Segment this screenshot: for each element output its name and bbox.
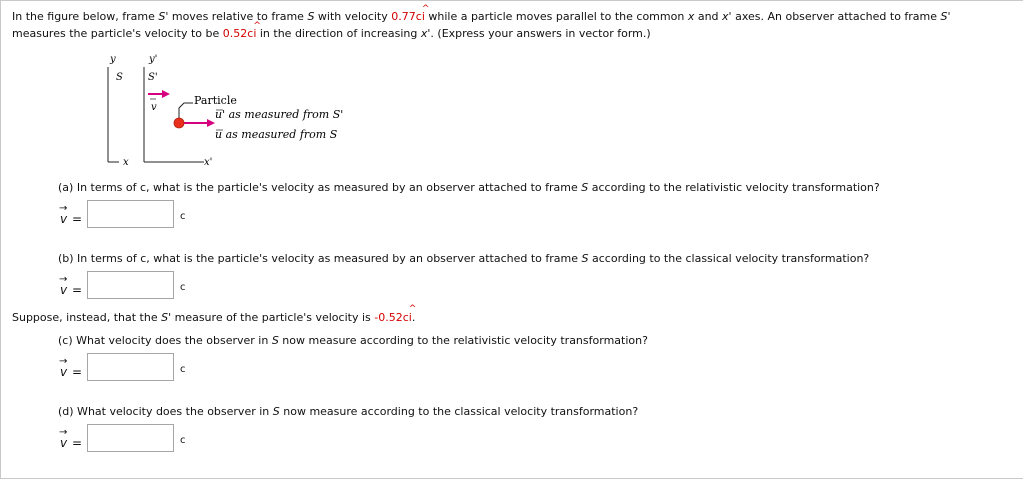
question-text: according to the classical velocity transformation? (588, 252, 870, 265)
question-c (58, 334, 648, 347)
equals-sign: = (72, 365, 83, 379)
question-text: (c) What velocity does the observer in (58, 334, 272, 347)
frame-label: S (581, 252, 589, 265)
question-a (58, 181, 880, 194)
suppose-text: measure of the particle's velocity is (171, 311, 375, 324)
figure-diagram (96, 52, 356, 172)
particle-label: Particle (194, 94, 237, 107)
frame-label: S (271, 334, 279, 347)
intro-text: In the figure below, frame (12, 10, 159, 23)
vector-symbol: v (60, 365, 68, 379)
equals-sign: = (72, 212, 83, 226)
question-b (58, 252, 869, 265)
frame-velocity-arrowhead (162, 90, 170, 98)
frame-label: S (581, 181, 589, 194)
vector-symbol: v (60, 212, 68, 226)
intro-text: . (Express your answers in vector form.) (430, 27, 651, 40)
unit-vector-i: ^ i (409, 311, 412, 324)
vector-v-label (58, 275, 84, 297)
intro-text: moves relative to frame (168, 10, 308, 23)
frame-velocity-symbol: v (151, 102, 157, 113)
unit-label: c (180, 211, 186, 222)
intro-text: while a particle moves parallel to the common (424, 10, 688, 23)
answer-input-c[interactable] (87, 353, 174, 381)
vector-v-label (58, 357, 84, 379)
intro-text: measures the particle's velocity to be (12, 27, 223, 40)
u-prime-description: u' as measured from S' (215, 108, 344, 121)
question-d (58, 405, 638, 418)
intro-text: axes. An observer attached to frame (731, 10, 941, 23)
unit-label: c (180, 364, 186, 375)
equals-sign: = (72, 283, 83, 297)
vector-arrow-icon: → (59, 356, 68, 367)
new-particle-velocity-value: -0.52c^ i (374, 311, 412, 324)
axis-x-prime-label: x' (722, 10, 732, 23)
question-text: now measure according to the classical velocity transformation? (279, 405, 639, 418)
answer-input-a[interactable] (87, 200, 174, 228)
question-text: now measure according to the relativistic velocity transformation? (278, 334, 648, 347)
particle-velocity-value: 0.52c^ i (223, 27, 257, 40)
y-prime-axis-label: y' (149, 54, 158, 65)
suppose-text: Suppose, instead, that the (12, 311, 162, 324)
vector-arrow-icon: → (59, 203, 68, 214)
x-axis-label: x (123, 157, 129, 168)
reference-frames-figure (96, 52, 356, 172)
question-text: (b) In terms of c, what is the particle's velocity as measured by an observer attached to frame (58, 252, 582, 265)
frame-s-prime: S' (940, 10, 951, 23)
answer-input-b[interactable] (87, 271, 174, 299)
suppose-statement (12, 311, 415, 324)
intro-text: in the direction of increasing (256, 27, 421, 40)
problem-statement (12, 8, 1012, 42)
frame-label: S' (161, 311, 172, 324)
particle-dot (174, 118, 184, 128)
question-text: (a) In terms of c, what is the particle's velocity as measured by an observer attached to frame (58, 181, 582, 194)
x-prime-axis-label: x' (204, 157, 213, 168)
vector-v-label (58, 204, 84, 226)
frame-label: S (272, 405, 280, 418)
answer-input-d[interactable] (87, 424, 174, 452)
vector-arrow-icon: → (59, 274, 68, 285)
frame-s-prime-label: S' (148, 72, 158, 83)
unit-label: c (180, 435, 186, 446)
y-axis-label: y (110, 54, 116, 65)
intro-text: with velocity (314, 10, 392, 23)
unit-label: c (180, 282, 186, 293)
equals-sign: = (72, 436, 83, 450)
frame-velocity-value: 0.77c^ i (391, 10, 425, 23)
vector-symbol: v (60, 436, 68, 450)
frame-s-label: S (116, 72, 123, 83)
question-text: according to the relativistic velocity transformation? (588, 181, 880, 194)
question-text: (d) What velocity does the observer in (58, 405, 273, 418)
frame-s-prime: S' (158, 10, 169, 23)
vector-v-label (58, 428, 84, 450)
frame-s: S (307, 10, 315, 23)
vector-symbol: v (60, 283, 68, 297)
unit-vector-i: ^ i (422, 8, 425, 25)
intro-text: and (694, 10, 723, 23)
axis-x-prime-label: x' (420, 27, 431, 40)
unit-vector-i: ^ i (253, 25, 256, 42)
axis-x-label: x (687, 10, 695, 23)
suppose-text: . (411, 311, 416, 324)
u-description: u as measured from S (215, 128, 338, 141)
particle-velocity-arrowhead (207, 119, 215, 127)
vector-arrow-icon: → (59, 427, 68, 438)
